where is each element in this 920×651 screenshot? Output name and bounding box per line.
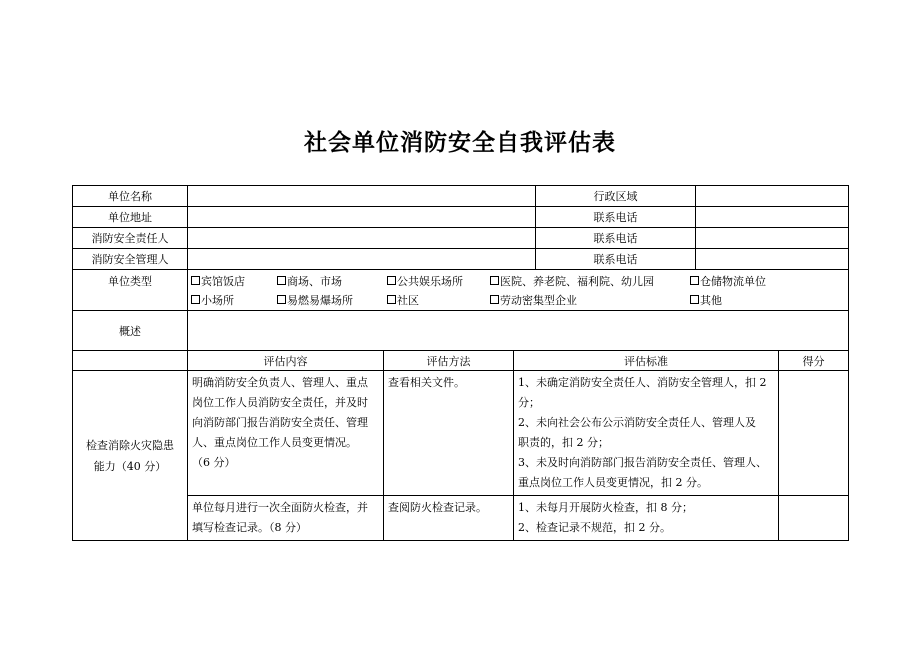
phone-field[interactable] bbox=[696, 228, 849, 249]
type-option[interactable]: 仓储物流单位 bbox=[690, 273, 766, 289]
header-score: 得分 bbox=[779, 351, 849, 371]
type-option[interactable]: 小场所 bbox=[191, 292, 277, 308]
header-method: 评估方法 bbox=[384, 351, 514, 371]
type-option[interactable]: 其他 bbox=[690, 292, 722, 308]
phone-label: 联系电话 bbox=[536, 228, 696, 249]
unit-address-label: 单位地址 bbox=[73, 207, 188, 228]
type-option[interactable]: 易燃易爆场所 bbox=[277, 292, 387, 308]
checkbox-icon[interactable] bbox=[690, 276, 699, 285]
unit-name-label: 单位名称 bbox=[73, 186, 188, 207]
checkbox-icon[interactable] bbox=[387, 295, 396, 304]
phone-label: 联系电话 bbox=[536, 207, 696, 228]
phone-field[interactable] bbox=[696, 249, 849, 270]
safety-manager-label: 消防安全管理人 bbox=[73, 249, 188, 270]
header-standard: 评估标准 bbox=[514, 351, 779, 371]
safety-manager-field[interactable] bbox=[188, 249, 536, 270]
item-score-field[interactable] bbox=[779, 371, 849, 496]
checkbox-icon[interactable] bbox=[387, 276, 396, 285]
item-score-field[interactable] bbox=[779, 496, 849, 541]
item-standard: 1、未确定消防安全责任人、消防安全管理人，扣 2 分； 2、未向社会公布公示消防安全责任人、管理人及 职责的，扣 2 分； 3、未及时向消防部门报告消防安全责任、管理人、 重点岗位工作人员变更情况，扣 2 分。 bbox=[514, 371, 779, 496]
type-option[interactable]: 公共娱乐场所 bbox=[387, 273, 490, 289]
type-option[interactable]: 医院、养老院、福利院、幼儿园 bbox=[490, 273, 690, 289]
admin-region-label: 行政区域 bbox=[536, 186, 696, 207]
self-assessment-form bbox=[72, 185, 849, 541]
admin-region-field[interactable] bbox=[696, 186, 849, 207]
unit-address-field[interactable] bbox=[188, 207, 536, 228]
type-option[interactable]: 商场、市场 bbox=[277, 273, 387, 289]
type-option[interactable]: 劳动密集型企业 bbox=[490, 292, 690, 308]
checkbox-icon[interactable] bbox=[277, 276, 286, 285]
header-blank bbox=[73, 351, 188, 371]
phone-label: 联系电话 bbox=[536, 249, 696, 270]
page-title: 社会单位消防安全自我评估表 bbox=[304, 130, 616, 156]
item-content: 单位每月进行一次全面防火检查，并 填写检查记录。（8 分） bbox=[188, 496, 384, 541]
safety-responsible-field[interactable] bbox=[188, 228, 536, 249]
type-option[interactable]: 宾馆饭店 bbox=[191, 273, 277, 289]
unit-type-options bbox=[188, 270, 849, 311]
phone-field[interactable] bbox=[696, 207, 849, 228]
checkbox-icon[interactable] bbox=[191, 276, 200, 285]
header-content: 评估内容 bbox=[188, 351, 384, 371]
safety-responsible-label: 消防安全责任人 bbox=[73, 228, 188, 249]
item-standard: 1、未每月开展防火检查，扣 8 分； 2、检查记录不规范，扣 2 分。 bbox=[514, 496, 779, 541]
checkbox-icon[interactable] bbox=[490, 295, 499, 304]
item-method: 查看相关文件。 bbox=[384, 371, 514, 496]
checkbox-icon[interactable] bbox=[191, 295, 200, 304]
checkbox-icon[interactable] bbox=[277, 295, 286, 304]
unit-name-field[interactable] bbox=[188, 186, 536, 207]
section-name: 检查消除火灾隐患 能力（40 分） bbox=[73, 371, 188, 541]
overview-label: 概述 bbox=[73, 311, 188, 351]
item-method: 查阅防火检查记录。 bbox=[384, 496, 514, 541]
unit-type-label: 单位类型 bbox=[73, 270, 188, 311]
item-content: 明确消防安全负责人、管理人、重点 岗位工作人员消防安全责任，并及时 向消防部门报告消防安全责任、管理 人、重点岗位工作人员变更情况。 （6 分） bbox=[188, 371, 384, 496]
checkbox-icon[interactable] bbox=[490, 276, 499, 285]
overview-field[interactable] bbox=[188, 311, 849, 351]
checkbox-icon[interactable] bbox=[690, 295, 699, 304]
type-option[interactable]: 社区 bbox=[387, 292, 490, 308]
